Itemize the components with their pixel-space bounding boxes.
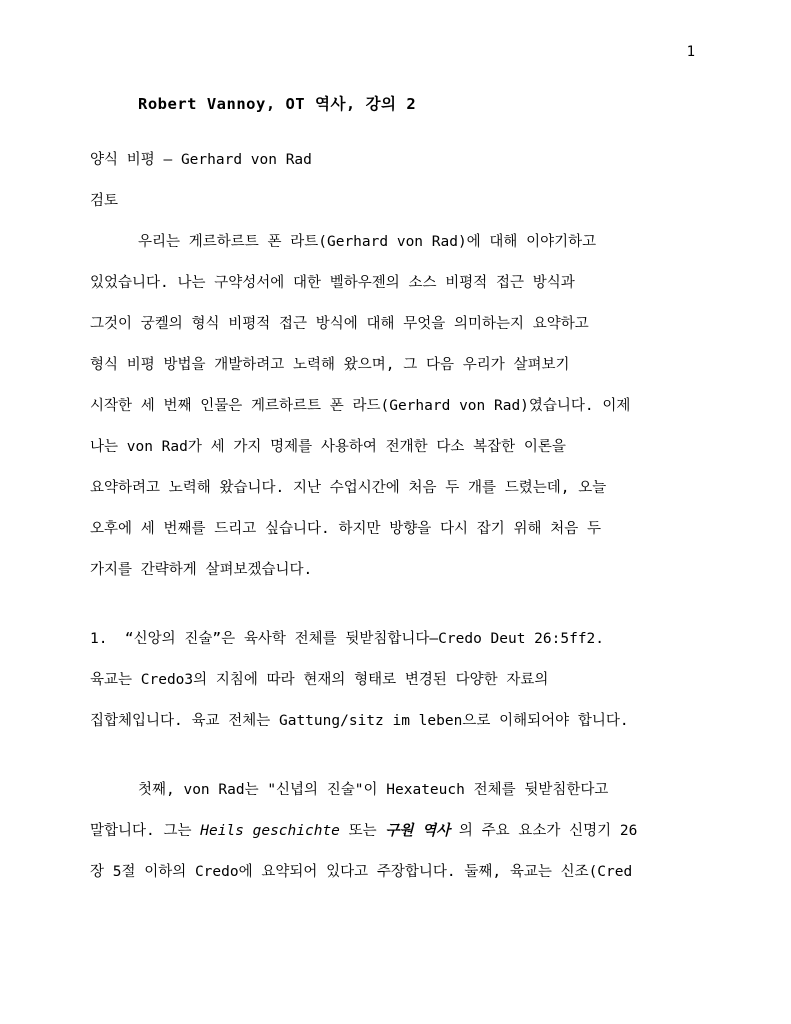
paragraph-2-segment-c: 의 주요 요소가 신명기 26 [450,823,638,839]
paragraph-1-line-3: 그것이 궁켈의 형식 비평적 접근 방식에 대해 무엇을 의미하는지 요약하고 [90,316,589,332]
paragraph-2-line-1: 첫째, von Rad는 "신녑의 진술"이 Hexateuch 전체를 뒷받침한다고 [138,782,609,798]
paragraph-spacer-1 [90,591,703,619]
point-1-line-1: 1. “신앙의 진술”은 육사학 전체를 뒷받침합니다–Credo Deut 26:5ff2. [90,631,605,647]
subtitle-line-1: 양식 비평 – Gerhard von Rad [90,152,312,168]
paragraph-1-line-2: 있었습니다. 나는 구약성서에 대한 벨하우젠의 소스 비평적 접근 방식과 [90,275,575,291]
paragraph-1-line-4: 형식 비평 방법을 개발하려고 노력해 왔으며, 그 다음 우리가 살펴보기 [90,357,570,373]
point-1-line-2: 육교는 Credo3의 지침에 따라 현재의 형태로 변경된 다양한 자료의 [90,672,549,688]
paragraph-2-segment-bold-italic: 구원 역사 [385,823,451,839]
paragraph-1-line-1: 우리는 게르하르트 폰 라트(Gerhard von Rad)에 대해 이야기하고 [138,234,597,250]
paragraph-1-line-8: 오후에 세 번째를 드리고 싶습니다. 하지만 방향을 다시 잡기 위해 처음 두 [90,521,601,537]
document-body [90,92,703,893]
paragraph-1-line-5: 시작한 세 번째 인물은 게르하르트 폰 라드(Gerhard von Rad)였습니다. 이제 [90,398,631,414]
paragraph-1-line-6: 나는 von Rad가 세 가지 명제를 사용하여 전개한 다소 복잡한 이론을 [90,439,566,455]
paragraph-1-line-7: 요약하려고 노력해 왔습니다. 지난 수업시간에 처음 두 개를 드렸는데, 오늘 [90,480,607,496]
page-number: 1 [686,44,695,60]
paragraph-2-line-3: 장 5절 이하의 Credo에 요약되어 있다고 주장합니다. 둘째, 육교는 신조(Cred [90,864,633,880]
document-title: Robert Vannoy, OT 역사, 강의 2 [138,95,417,113]
paragraph-spacer-2 [90,742,703,770]
paragraph-2-segment-b: 또는 [339,823,386,839]
subtitle-line-2: 검토 [90,193,119,209]
paragraph-2-segment-italic: Heils geschichte [200,823,340,839]
paragraph-1-line-9: 가지를 간략하게 살펴보겠습니다. [90,562,313,578]
point-1-line-3: 집합체입니다. 육교 전체는 Gattung/sitz im leben으로 이해되어야 합니다. [90,713,629,729]
paragraph-2-line-2 [90,811,703,852]
paragraph-2-segment-a: 말합니다. 그는 [90,823,201,839]
